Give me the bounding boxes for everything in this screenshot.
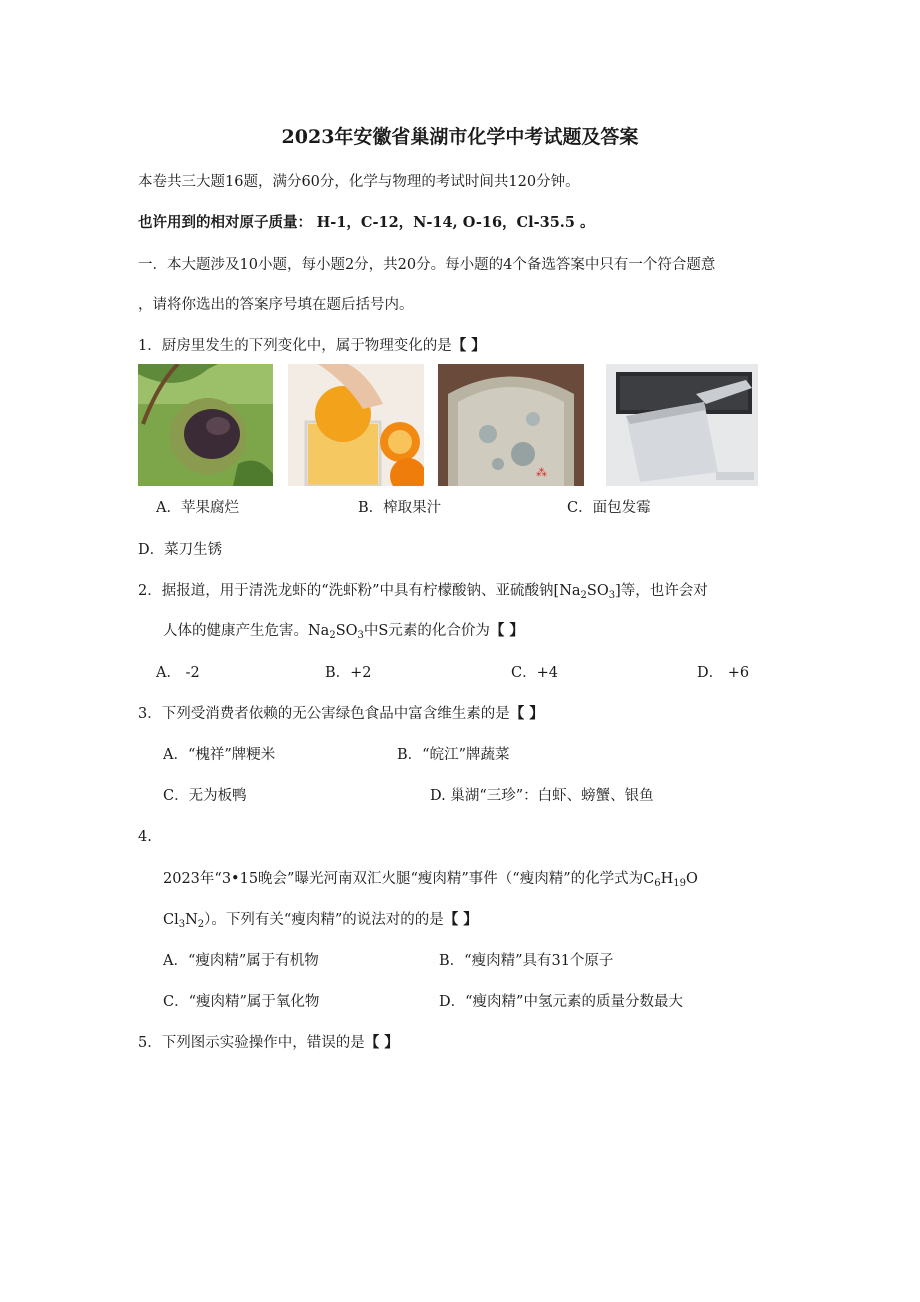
q1-option-d: D．菜刀生锈	[138, 542, 223, 558]
q4-option-c: C．“瘦肉精”属于氧化物	[163, 994, 320, 1010]
q2-l2-text: 人体的健康产生危害。Na	[163, 623, 330, 639]
intro-text: 本卷共三大题16题，满分60分，化学与物理的考试时间共120分钟。	[138, 174, 580, 190]
q5-answer-bracket: 【 】	[364, 1034, 399, 1051]
q2-option-a: A． -2	[156, 665, 200, 681]
kitchen-knife-photo	[606, 364, 758, 486]
atomic-mass-line	[138, 213, 595, 233]
q4-l1-mid: H	[660, 871, 674, 887]
q1-option-c: C．面包发霉	[567, 500, 651, 516]
q5-stem-text: 5．下列图示实验操作中，错误的是	[138, 1035, 365, 1051]
q4-stem-line1	[163, 869, 698, 889]
q4-l2-sub1: 3	[178, 919, 186, 930]
q4-l1-post: O	[685, 871, 698, 887]
svg-text:⁂: ⁂	[536, 466, 547, 479]
page-title: 2023年安徽省巢湖市化学中考试题及答案	[281, 126, 639, 148]
q3-answer-bracket: 【 】	[509, 705, 544, 722]
q4-answer-bracket: 【 】	[443, 911, 478, 928]
q1-option-a: A．苹果腐烂	[156, 500, 239, 516]
q2-l2-post: 中S元素的化合价为	[363, 623, 490, 639]
q2-l1-post: ]等，也许会对	[615, 583, 708, 599]
q4-option-a: A．“瘦肉精”属于有机物	[163, 953, 319, 969]
q2-l1-sub1: 2	[580, 590, 587, 601]
q2-l2-sub2: 3	[357, 630, 364, 641]
q1-stem	[138, 336, 486, 356]
atomic-mass-values: H-1，C-12，N-14, O-16，Cl-35.5 。	[316, 214, 595, 231]
juicing-orange-photo	[288, 364, 424, 486]
q1-stem-text: 1．厨房里发生的下列变化中，属于物理变化的是	[138, 338, 452, 354]
atomic-mass-label: 也许用到的相对原子质量：	[138, 214, 312, 231]
q3-option-d: D. 巢湖“三珍”：白虾、螃蟹、银鱼	[430, 788, 654, 804]
q4-l2-post: ）。下列有关“瘦肉精”的说法对的的是	[204, 912, 444, 928]
q2-stem-line2	[163, 621, 524, 641]
q4-l1-text: 2023年“3•15晚会”曝光河南双汇火腿“瘦肉精”事件（“瘦肉精”的化学式为C	[163, 871, 655, 887]
q2-l2-sub1: 2	[329, 630, 336, 641]
q2-l1-sub2: 3	[608, 590, 616, 601]
q4-l2-text: Cl	[163, 912, 179, 928]
q4-option-b: B．“瘦肉精”具有31个原子	[439, 953, 614, 969]
q4-l1-sub1: 6	[654, 878, 661, 889]
q3-option-a: A．“槐祥”牌粳米	[163, 747, 276, 763]
q2-l1-mid: SO	[586, 583, 609, 599]
q2-answer-bracket: 【 】	[489, 622, 524, 639]
q4-l1-sub2: 19	[673, 878, 686, 889]
q3-stem	[138, 704, 544, 724]
q5-stem	[138, 1033, 399, 1053]
q2-stem-line1	[138, 581, 708, 601]
rotten-apple-photo	[138, 364, 273, 486]
q4-l2-sub2: 2	[197, 919, 205, 930]
section1-instruction-line1: 一．本大题涉及10小题，每小题2分，共20分。每小题的4个备选答案中只有一个符合题意	[138, 257, 716, 273]
moldy-bread-photo	[438, 364, 584, 486]
q3-option-c: C．无为板鸭	[163, 788, 247, 804]
q3-stem-text: 3．下列受消费者依赖的无公害绿色食品中富含维生素的是	[138, 706, 510, 722]
q1-option-b: B．榨取果汁	[358, 500, 442, 516]
q2-option-d: D． +6	[697, 665, 750, 681]
q4-l2-mid: N	[185, 912, 198, 928]
section1-instruction-line2: ，请将你选出的答案序号填在题后括号内。	[138, 297, 414, 313]
q3-option-b: B．“皖江”牌蔬菜	[397, 747, 510, 763]
q4-stem-line2	[163, 910, 478, 930]
q2-l1-text: 2．据报道，用于清洗龙虾的“洗虾粉”中具有柠檬酸钠、亚硫酸钠[Na	[138, 583, 581, 599]
q4-option-d: D．“瘦肉精”中氢元素的质量分数最大	[439, 994, 683, 1010]
q1-answer-bracket: 【 】	[451, 337, 486, 354]
q2-option-b: B．+2	[325, 665, 372, 681]
q2-option-c: C．+4	[511, 665, 558, 681]
q2-l2-mid: SO	[335, 623, 358, 639]
q4-number: 4.	[138, 829, 152, 845]
